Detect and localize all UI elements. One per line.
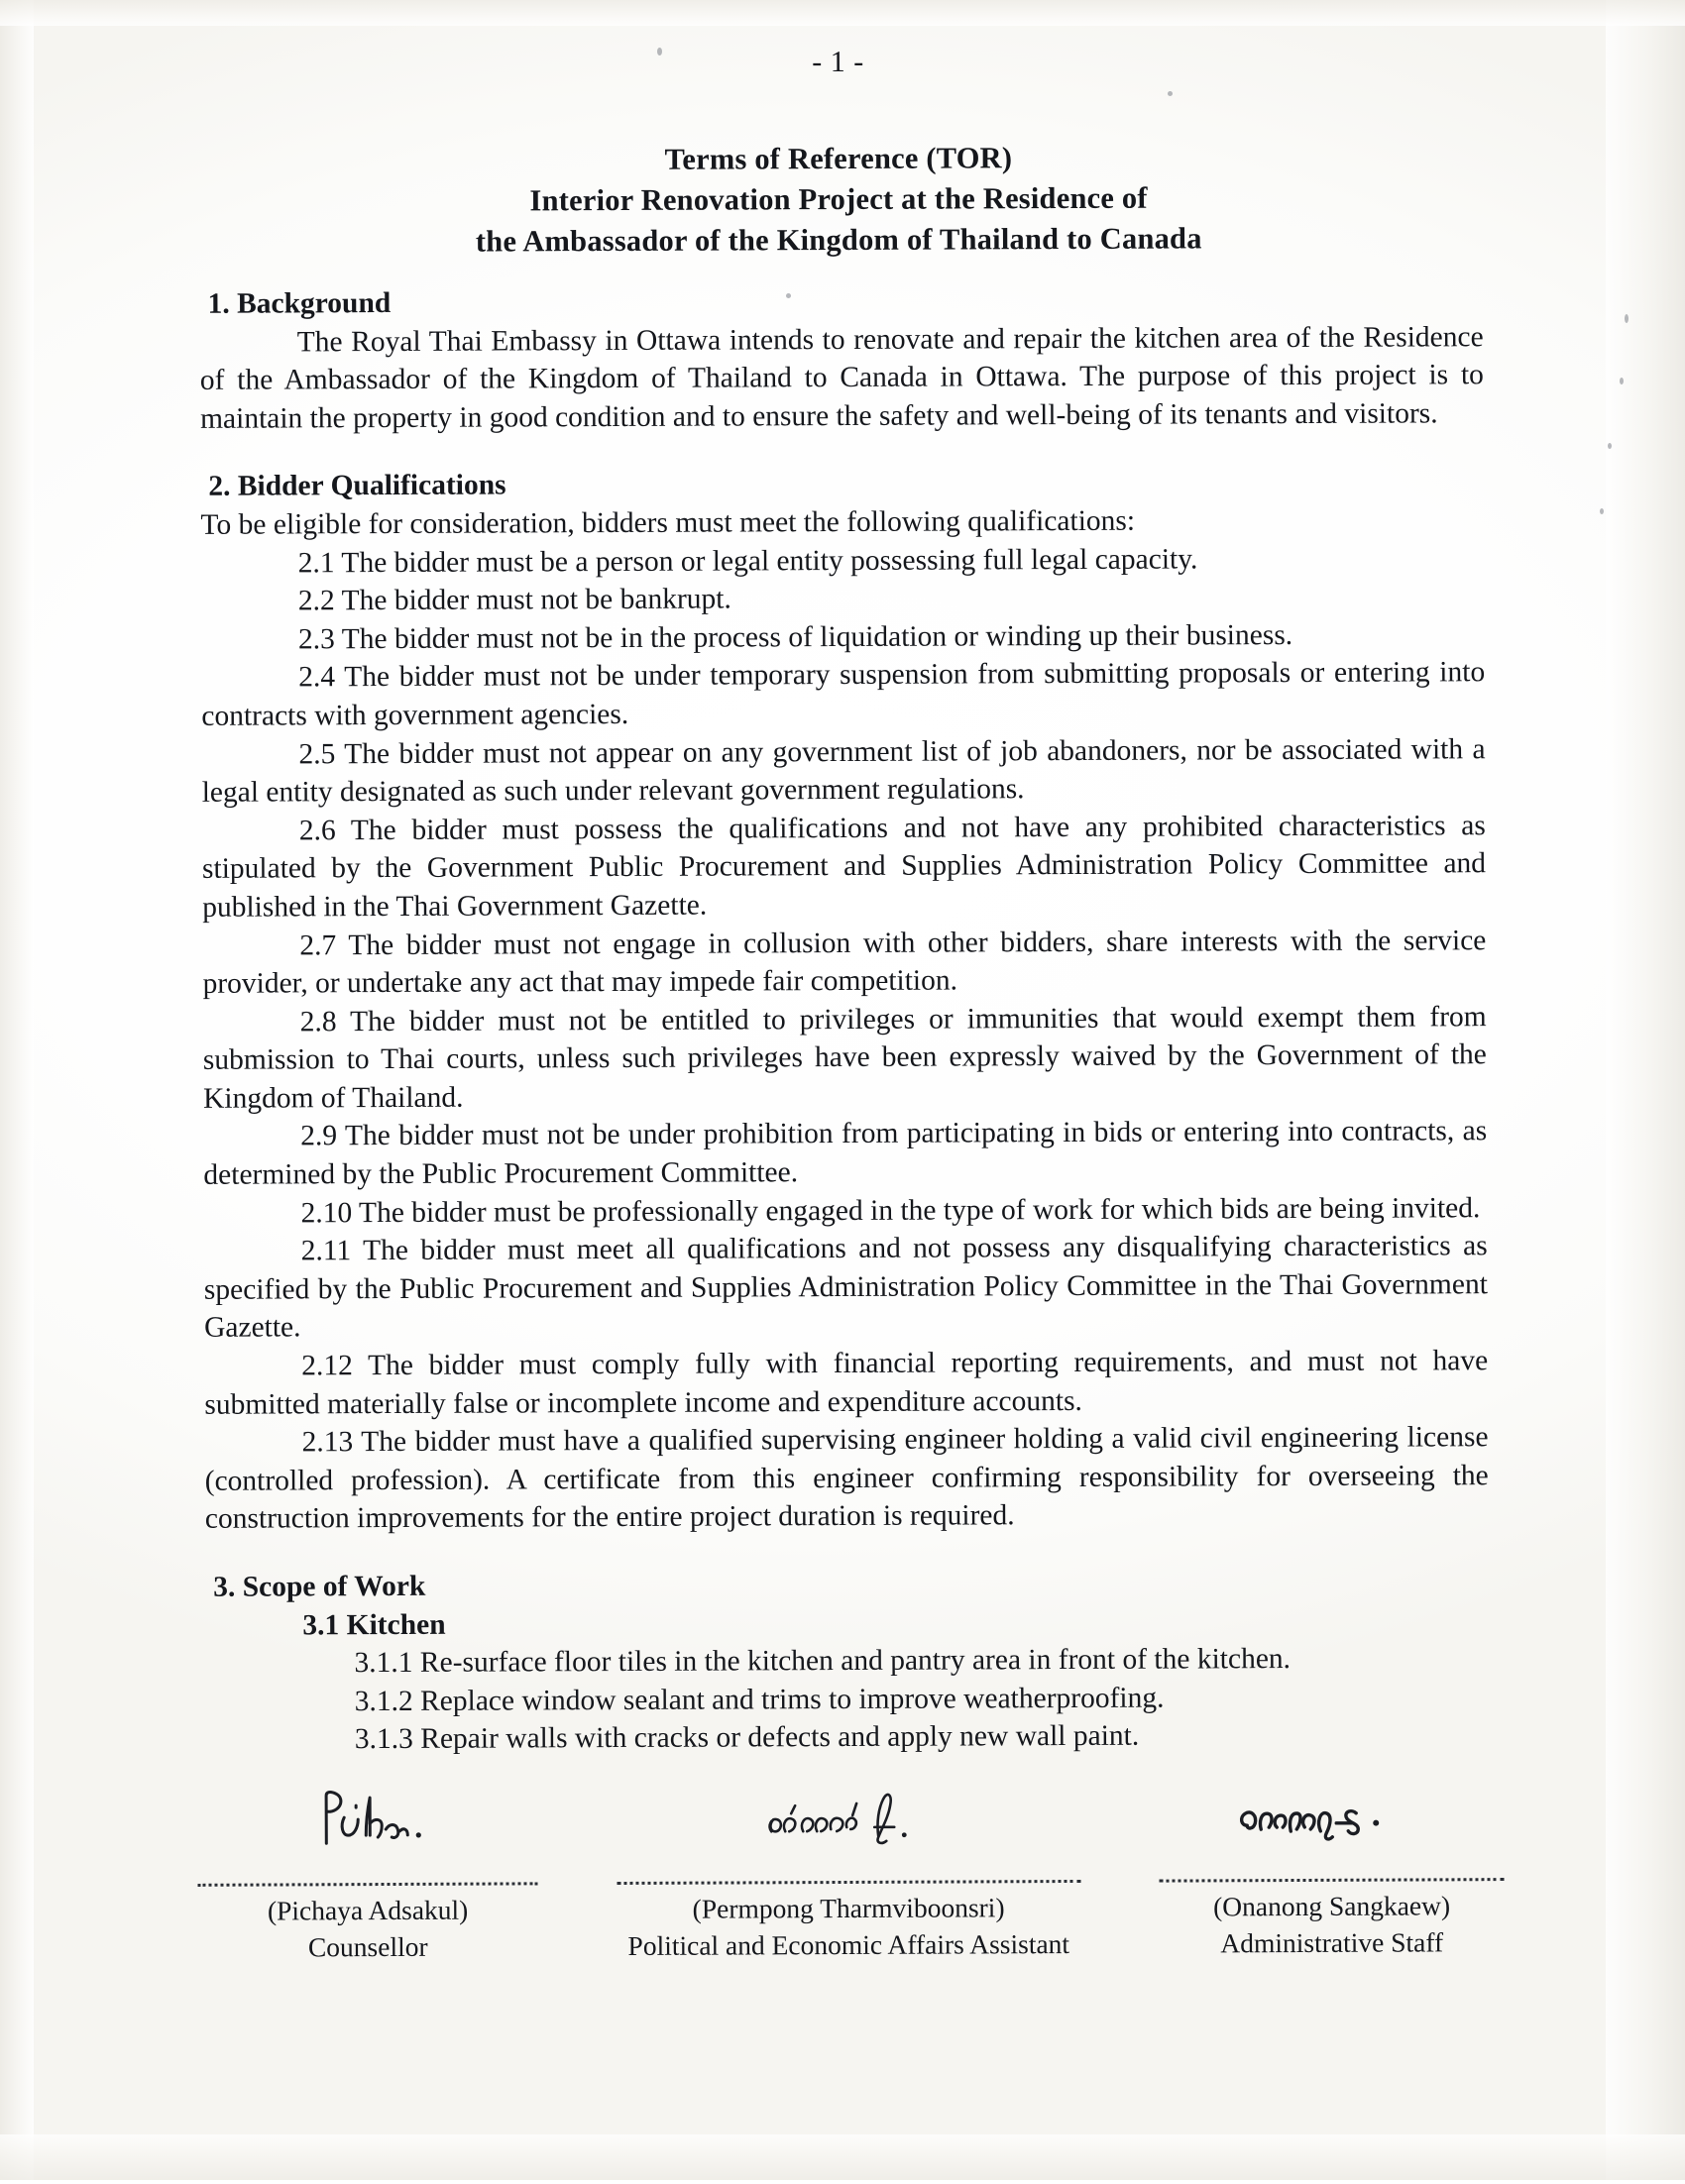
signature-block-political-economic-assistant bbox=[611, 1848, 1086, 1964]
signatory-role: Counsellor bbox=[307, 1930, 428, 1963]
handwritten-signature-icon bbox=[191, 1785, 543, 1852]
qualification-item: 2.7 The bidder must not engage in collusion with other bidders, share interests with the service provider, or undertake any act that may impede fair competition. bbox=[202, 924, 1487, 1000]
title-line-1: Terms of Reference (TOR) bbox=[664, 141, 1013, 176]
scope-item: 3.1.2 Replace window sealant and trims to improve weatherproofing. bbox=[354, 1682, 1165, 1717]
background-paragraph: The Royal Thai Embassy in Ottawa intends to renovate and repair the kitchen area of the Residence of the Ambassador of the Kingdom of Thailand to Canada in Ottawa. The purpose of this project is to maintain the property in good condition and to ensure the safety and well-being of its tenants and visitors. bbox=[199, 320, 1484, 435]
signature-block-administrative-staff bbox=[1153, 1846, 1510, 1962]
signatory-role: Administrative Staff bbox=[1220, 1926, 1444, 1959]
qualification-item: 2.9 The bidder must not be under prohibition from participating in bids or entering into contracts, as determined by the Public Procurement Committee. bbox=[203, 1115, 1488, 1191]
qualifications-intro: To be eligible for consideration, bidders must meet the following qualifications: bbox=[200, 504, 1136, 541]
qualification-item: 2.2 The bidder must not be bankrupt. bbox=[297, 583, 731, 617]
qualification-item: 2.3 The bidder must not be in the process of liquidation or winding up their business. bbox=[297, 618, 1293, 656]
qualification-item: 2.8 The bidder must not be entitled to privileges or immunities that would exempt them from submission to Thai courts, unless such privileges have been expressly waived by the Government of the Kingdom of Thailand. bbox=[202, 1000, 1487, 1115]
qualification-item: 2.1 The bidder must be a person or legal entity possessing full legal capacity. bbox=[297, 542, 1198, 579]
signatory-role: Political and Economic Affairs Assistant bbox=[627, 1928, 1070, 1961]
subsection-heading-kitchen: 3.1 Kitchen bbox=[302, 1608, 446, 1641]
document-body bbox=[199, 279, 1489, 1760]
signature-dotted-line bbox=[197, 1850, 537, 1886]
qualification-item: 2.12 The bidder must comply fully with financial reporting requirements, and must not have submitted materially false or incomplete income and expenditure accounts. bbox=[204, 1345, 1489, 1421]
title-line-3: the Ambassador of the Kingdom of Thailand to Canada bbox=[475, 221, 1202, 259]
page-number: - 1 - bbox=[812, 45, 864, 79]
qualification-item: 2.6 The bidder must possess the qualifications and not have any prohibited characteristics as stipulated by the Government Public Procurement and Supplies Administration Policy Committee and published in the Thai Government Gazette. bbox=[201, 809, 1487, 924]
qualification-item: 2.4 The bidder must not be under temporary suspension from submitting proposals or entering into contracts with government agencies. bbox=[201, 656, 1486, 732]
scope-item: 3.1.1 Re-surface floor tiles in the kitchen and pantry area in front of the kitchen. bbox=[354, 1643, 1292, 1680]
signatory-name: (Permpong Tharmviboonsri) bbox=[692, 1892, 1005, 1924]
handwritten-signature-icon bbox=[611, 1783, 1086, 1850]
qualification-item: 2.13 The bidder must have a qualified supervising engineer holding a valid civil engineering license (controlled profession). A certificate from this engineer confirming responsibility for overseeing the construction improvements for the entire project duration is required. bbox=[204, 1421, 1489, 1536]
document-title bbox=[0, 135, 1681, 264]
signatory-name: (Pichaya Adsakul) bbox=[267, 1894, 469, 1926]
signature-block-counsellor bbox=[191, 1850, 543, 1966]
section-heading-background: 1. Background bbox=[207, 286, 392, 320]
handwritten-signature-icon bbox=[1153, 1781, 1510, 1848]
signature-dotted-line bbox=[617, 1848, 1080, 1885]
scope-item: 3.1.3 Repair walls with cracks or defects and apply new wall paint. bbox=[354, 1720, 1140, 1756]
section-heading-scope-of-work: 3. Scope of Work bbox=[213, 1570, 426, 1603]
signature-row bbox=[191, 1846, 1510, 1966]
qualification-item: 2.11 The bidder must meet all qualifications and not possess any disqualifying characteristics as specified by the Public Procurement and Supplies Administration Policy Committee in the Thai Government Gazette. bbox=[203, 1230, 1488, 1345]
signature-dotted-line bbox=[1159, 1846, 1504, 1883]
section-heading-qualifications: 2. Bidder Qualifications bbox=[208, 469, 506, 503]
qualification-item: 2.5 The bidder must not appear on any government list of job abandoners, nor be associated with a legal entity designated as such under relevant government regulations. bbox=[201, 732, 1486, 809]
title-line-2: Interior Renovation Project at the Residence of bbox=[529, 180, 1148, 218]
signatory-name: (Onanong Sangkaew) bbox=[1213, 1890, 1451, 1922]
qualification-item: 2.10 The bidder must be professionally engaged in the type of work for which bids are being invited. bbox=[300, 1191, 1481, 1230]
